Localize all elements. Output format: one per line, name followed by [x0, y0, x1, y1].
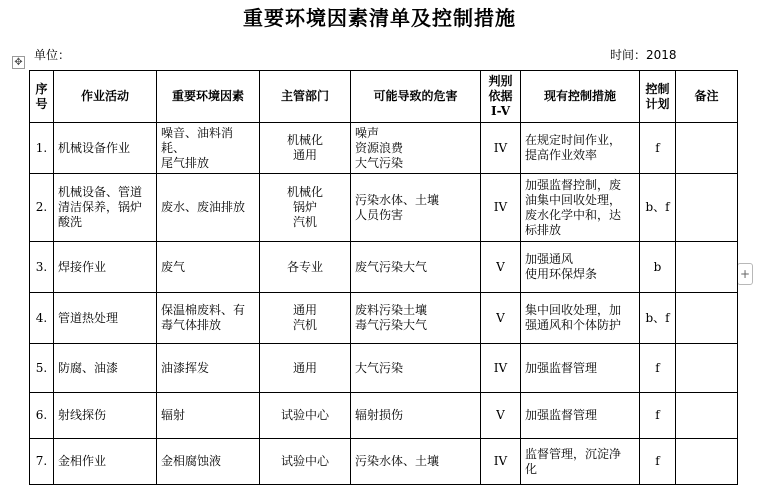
cell-level: IV [481, 123, 521, 174]
table-row [30, 242, 738, 293]
cell-dept: 试验中心 [260, 439, 351, 485]
cell-seq: 4. [30, 293, 54, 344]
cell-dept: 通用 [260, 344, 351, 393]
cell-factor: 保温棉废料、有 毒气体排放 [157, 293, 260, 344]
cell-seq: 7. [30, 439, 54, 485]
cell-factor: 废水、废油排放 [157, 174, 260, 242]
cell-seq: 2. [30, 174, 54, 242]
cell-factor: 噪音、油料消耗、 尾气排放 [157, 123, 260, 174]
add-row-button[interactable]: + [737, 263, 753, 285]
cell-note [676, 123, 738, 174]
cell-factor: 废气 [157, 242, 260, 293]
cell-dept: 通用 汽机 [260, 293, 351, 344]
cell-measure: 加强监督管理 [521, 393, 640, 439]
cell-plan: f [640, 439, 676, 485]
header-seq: 序号 [30, 71, 54, 123]
cell-measure: 监督管理，沉淀净 化 [521, 439, 640, 485]
header-dept: 主管部门 [260, 71, 351, 123]
cell-note [676, 293, 738, 344]
header-activity: 作业活动 [54, 71, 157, 123]
cell-activity: 防腐、油漆 [54, 344, 157, 393]
cell-measure: 集中回收处理，加 强通风和个体防护 [521, 293, 640, 344]
cell-factor: 金相腐蚀液 [157, 439, 260, 485]
cell-level: IV [481, 174, 521, 242]
cell-note [676, 439, 738, 485]
cell-factor: 辐射 [157, 393, 260, 439]
cell-seq: 1. [30, 123, 54, 174]
cell-seq: 5. [30, 344, 54, 393]
unit-label: 单位： [34, 48, 71, 62]
cell-note [676, 344, 738, 393]
cell-plan: b [640, 242, 676, 293]
cell-plan: b、f [640, 174, 676, 242]
header-note: 备注 [676, 71, 738, 123]
cell-activity: 管道热处理 [54, 293, 157, 344]
cell-level: V [481, 242, 521, 293]
cell-level: V [481, 293, 521, 344]
environment-factors-table [29, 70, 738, 485]
cell-factor: 油漆挥发 [157, 344, 260, 393]
table-row [30, 344, 738, 393]
cell-measure: 加强通风 使用环保焊条 [521, 242, 640, 293]
table-header-row [30, 71, 738, 123]
cell-activity: 射线探伤 [54, 393, 157, 439]
cell-level: IV [481, 344, 521, 393]
cell-seq: 6. [30, 393, 54, 439]
cell-harm: 废料污染土壤 毒气污染大气 [351, 293, 481, 344]
cell-measure: 加强监督管理 [521, 344, 640, 393]
header-factor: 重要环境因素 [157, 71, 260, 123]
table-row [30, 123, 738, 174]
document-title: 重要环境因素清单及控制措施 [243, 6, 516, 30]
cell-seq: 3. [30, 242, 54, 293]
header-plan: 控制计划 [640, 71, 676, 123]
cell-dept: 机械化 通用 [260, 123, 351, 174]
cell-activity: 焊接作业 [54, 242, 157, 293]
cell-measure: 加强监督控制，废 油集中回收处理， 废水化学中和，达 标排放 [521, 174, 640, 242]
cell-harm: 污染水体、土壤 [351, 439, 481, 485]
cell-level: V [481, 393, 521, 439]
cell-plan: b、f [640, 293, 676, 344]
cell-dept: 试验中心 [260, 393, 351, 439]
table-row [30, 439, 738, 485]
header-harm: 可能导致的危害 [351, 71, 481, 123]
cell-harm: 辐射损伤 [351, 393, 481, 439]
cell-dept: 机械化 锅炉 汽机 [260, 174, 351, 242]
cell-harm: 大气污染 [351, 344, 481, 393]
cell-plan: f [640, 393, 676, 439]
table-row [30, 393, 738, 439]
cell-note [676, 242, 738, 293]
cell-measure: 在规定时间作业， 提高作业效率 [521, 123, 640, 174]
cell-activity: 机械设备作业 [54, 123, 157, 174]
time-label: 时间：2018 [610, 48, 677, 62]
cell-harm: 污染水体、土壤 人员伤害 [351, 174, 481, 242]
cell-harm: 废气污染大气 [351, 242, 481, 293]
cell-activity: 机械设备、管道 清洁保养，锅炉 酸洗 [54, 174, 157, 242]
header-level: 判别 依据 I-V [481, 71, 521, 123]
table-row [30, 293, 738, 344]
header-measure: 现有控制措施 [521, 71, 640, 123]
cell-note [676, 393, 738, 439]
cell-activity: 金相作业 [54, 439, 157, 485]
cell-harm: 噪声 资源浪费 大气污染 [351, 123, 481, 174]
cell-plan: f [640, 123, 676, 174]
cell-dept: 各专业 [260, 242, 351, 293]
table-row [30, 174, 738, 242]
cell-note [676, 174, 738, 242]
cell-plan: f [640, 344, 676, 393]
cell-level: IV [481, 439, 521, 485]
table-move-handle-icon[interactable]: ✥ [12, 56, 25, 69]
